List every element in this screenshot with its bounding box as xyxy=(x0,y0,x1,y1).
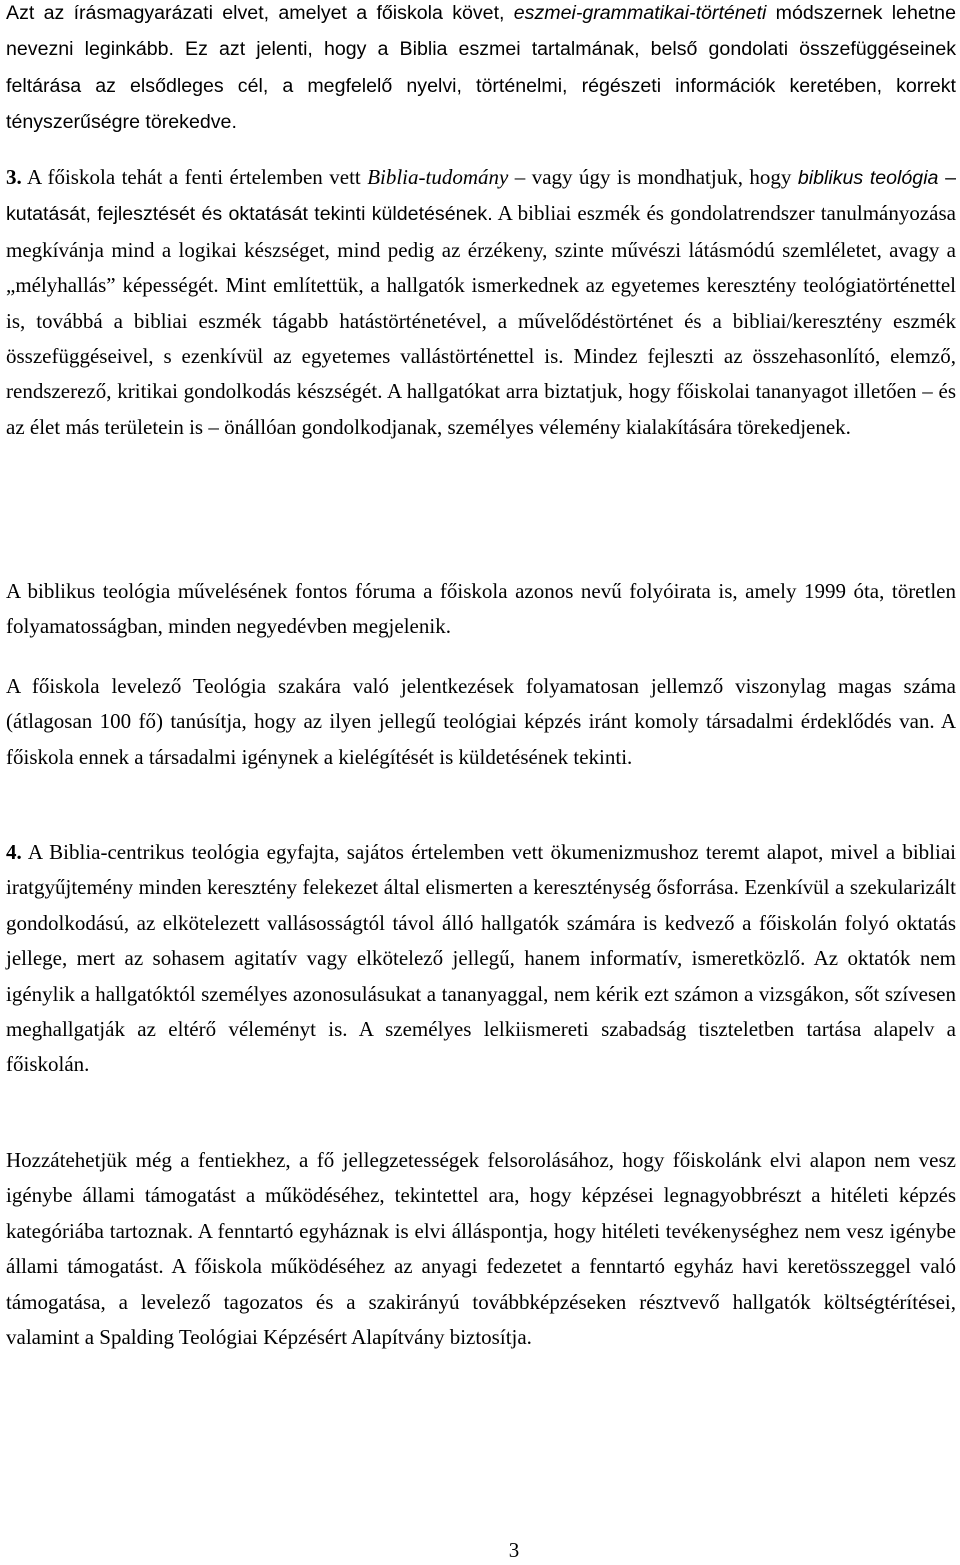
paragraph-section-3 xyxy=(6,160,956,445)
section-number-3: 3. xyxy=(6,165,22,189)
page-number: 3 xyxy=(508,1538,520,1562)
emphasis-method-name: eszmei-grammatikai-történeti xyxy=(513,2,767,24)
text-span: A Biblia-centrikus teológia egyfajta, sajátos értelemben vett ökumenizmushoz teremt alapot, mivel a bibliai iratgyűjtemény minden keresztény felekezet által elismerten a kereszténység ősforrása. Ezenkívül a szekularizált gondolkodású, az elkötelezett vallásosságtól távol álló hallgatók számára is kedvező a főiskolán folyó oktatás jellege, mert az sohasem agitatív vagy elkötelező jellegű, hanem informatív, ismeretközlő. Az oktatók nem igénylik a hallgatóktól személyes azonosulásukat a tananyaggal, nem kérik ezt számon a vizsgákon, sőt szívesen meghallgatják az eltérő véleményt is. A személyes lelkiismereti szabadság tiszteletben tartása alapelv a főiskolán. xyxy=(6,840,956,1077)
text-span: – kutatását, fejlesztését és oktatását tekinti küldetésének. xyxy=(6,167,957,226)
paragraph-applications: A főiskola levelező Teológia szakára való jelentkezések folyamatosan jellemző viszonylag magas száma (átlagosan 100 fő) tanúsítja, hogy az ilyen jellegű teológiai képzés iránt komoly társadalmi érdeklődés van. A főiskola ennek a társadalmi igénynek a kielégítését is küldetésének tekinti. xyxy=(6,674,956,769)
paragraph-interpretation-method xyxy=(6,0,956,141)
text-span: Azt az írásmagyarázati elvet, amelyet a főiskola követ, xyxy=(6,2,514,24)
emphasis-biblia-tudomany: Biblia-tudomány xyxy=(367,165,509,189)
paragraph-journal: A biblikus teológia művelésének fontos fóruma a főiskola azonos nevű folyóirata is, amely 1999 óta, töretlen folyamatosságban, minden negyedévben megjelenik. xyxy=(6,579,956,639)
text-span: A főiskola tehát a fenti értelemben vett xyxy=(21,165,368,189)
paragraph-section-4 xyxy=(6,835,956,1083)
section-number-4: 4. xyxy=(6,840,22,864)
text-span: – vagy úgy is mondhatjuk, hogy xyxy=(508,165,798,189)
text-span: A bibliai eszmék és gondolatrendszer tanulmányozása megkívánja mind a logikai készséget, mind pedig az érzékeny, szinte művészi látásmódú szemléletet, avagy a „mélyhallás” képességét. xyxy=(6,201,956,298)
text-span: Ez azt jelenti, hogy a Biblia eszmei tartalmának, belső gondolati összefüggéseinek feltárása az elsődleges cél, a megfelelő nyelvi, történelmi, régészeti információk keretében, korrekt tényszerűségre törekedve. xyxy=(6,38,957,134)
emphasis-biblikus-teologia: biblikus teológia xyxy=(797,167,939,189)
paragraph-funding: Hozzátehetjük még a fentiekhez, a fő jellegzetességek felsorolásához, hogy főiskolánk elvi alapon nem vesz igénybe állami támogatást a működéséhez, tekintettel ara, hogy képzései legnagyobbrészt a hitéleti képzés kategóriába tartoznak. A fenntartó egyháznak is elvi álláspontja, hogy hitéleti tevékenységhez nem vesz igénybe állami támogatást. A főiskola működéséhez az anyagi fedezetet a fenntartó egyház havi keretösszeggel való támogatása, a levelező tagozatos és a szakirányú továbbképzéseken résztvevő hallgatók költségtérítései, valamint a Spalding Teológiai Képzésért Alapítvány biztosítja. xyxy=(6,1148,956,1350)
text-span: Mint említettük, a hallgatók ismerkednek az egyetemes keresztény teológiatörténettel is, továbbá a bibliai eszmék tágabb hatástörténetével, a művelődéstörténet és a bibliai/keresztény eszmék összefüggéseivel, s ezenkívül az egyetemes vallástörténettel is. Mindez fejleszti az összehasonlító, elemző, rendszerező, kritikai gondolkodás készségét. A hallgatókat arra biztatjuk, hogy főiskolai tananyagot illetően – és az élet más területein is – önállóan gondolkodjanak, személyes vélemény kialakítására törekedjenek. xyxy=(6,273,957,439)
text-span: módszernek lehetne nevezni leginkább. xyxy=(6,2,956,61)
